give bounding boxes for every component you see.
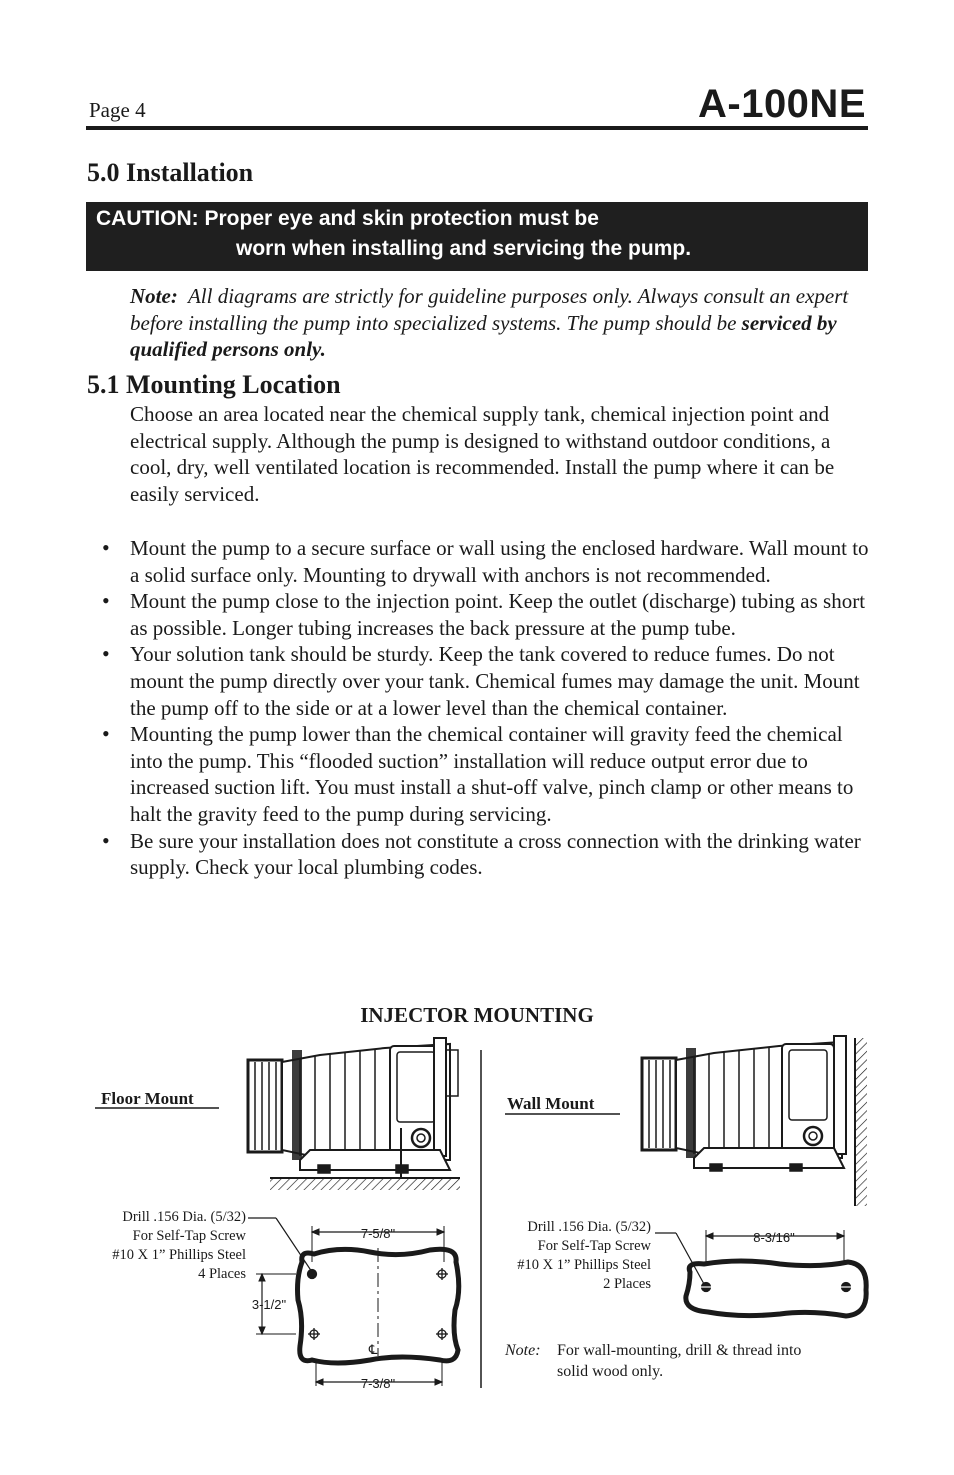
wall-drill-spec: Drill .156 Dia. (5/32) For Self-Tap Screw #10 X 1” Phillips Steel 2 Places bbox=[517, 1219, 651, 1292]
dim-7-3-8: 7-3/8" bbox=[360, 1376, 396, 1391]
bullet-glyph: • bbox=[102, 588, 110, 614]
list-item: • Mount the pump close to the injection point. Keep the outlet (discharge) tubing as short as possible. Longer tubing increases the back pressure at the pump tube. bbox=[102, 588, 866, 640]
dim-7-5-8: 7-5/8" bbox=[360, 1226, 396, 1241]
bullet-glyph: • bbox=[102, 827, 110, 853]
wall-note-text: For wall-mounting, drill & thread into solid wood only. bbox=[557, 1342, 802, 1380]
wall-mount-label: Wall Mount bbox=[507, 1094, 595, 1113]
bullet-glyph: • bbox=[102, 641, 110, 667]
center-line-mark: ℄ bbox=[368, 1342, 378, 1357]
bullet-glyph: • bbox=[102, 535, 110, 560]
list-item: • Mounting the pump lower than the chemical container will gravity feed the chemical into the pump. This “flooded suction” installation will reduce output error due to increased suction lift. You must install a shut-off valve, pinch clamp or other means to halt the gravity feed to the pump during servicing. bbox=[102, 721, 854, 826]
section-heading-mounting-location: 5.1 Mounting Location bbox=[87, 370, 341, 399]
bullet-glyph: • bbox=[102, 721, 110, 747]
list-item: • Mount the pump to a secure surface or wall using the enclosed hardware. Wall mount to a solid surface only. Mounting to drywall with anchors is not recommended. bbox=[102, 535, 869, 587]
dim-8-3-16: 8-3/16" bbox=[753, 1230, 795, 1245]
caution-line-1: CAUTION: Proper eye and skin protection must be bbox=[96, 207, 599, 230]
section-heading-installation: 5.0 Installation bbox=[87, 158, 254, 187]
floor-mount-label: Floor Mount bbox=[101, 1089, 194, 1108]
list-item: • Your solution tank should be sturdy. Keep the tank covered to reduce fumes. Do not mount the pump directly over your tank. Chemical fumes may damage the unit. Mount the pump off to the side or at a lower level than the chemical container. bbox=[102, 641, 860, 720]
wall-pump-illustration bbox=[642, 1036, 867, 1206]
note-bold: serviced by qualified persons only. bbox=[130, 310, 837, 362]
list-item: • Be sure your installation does not constitute a cross connection with the drinking water supply. Check your local plumbing codes. bbox=[102, 827, 861, 880]
figure-title: INJECTOR MOUNTING bbox=[360, 1003, 594, 1027]
floor-pump-illustration bbox=[248, 1038, 460, 1190]
caution-line-2: worn when installing and servicing the pump. bbox=[236, 237, 692, 260]
wall-screw-holes bbox=[698, 1283, 854, 1292]
wall-note-label: Note: bbox=[505, 1342, 541, 1359]
page-number: Page 4 bbox=[89, 98, 146, 122]
dim-3-1-2: 3-1/2" bbox=[251, 1297, 287, 1312]
note-label: Note: bbox=[130, 284, 178, 308]
floor-drill-spec: Drill .156 Dia. (5/32) For Self-Tap Screw #10 X 1” Phillips Steel 4 Places bbox=[112, 1209, 246, 1282]
note-text: All diagrams are strictly for guideline purposes only. Always consult an expert before installing the pump into specialized systems. The pump should be bbox=[130, 284, 849, 335]
mounting-intro: Choose an area located near the chemical supply tank, chemical injection point and electrical supply. Although the pump is designed to withstand outdoor conditions, a cool, dry, well ventilated location is recommended. Install the pump where it can be easily serviced. bbox=[130, 402, 835, 506]
model-title: A-100NE bbox=[697, 82, 866, 126]
